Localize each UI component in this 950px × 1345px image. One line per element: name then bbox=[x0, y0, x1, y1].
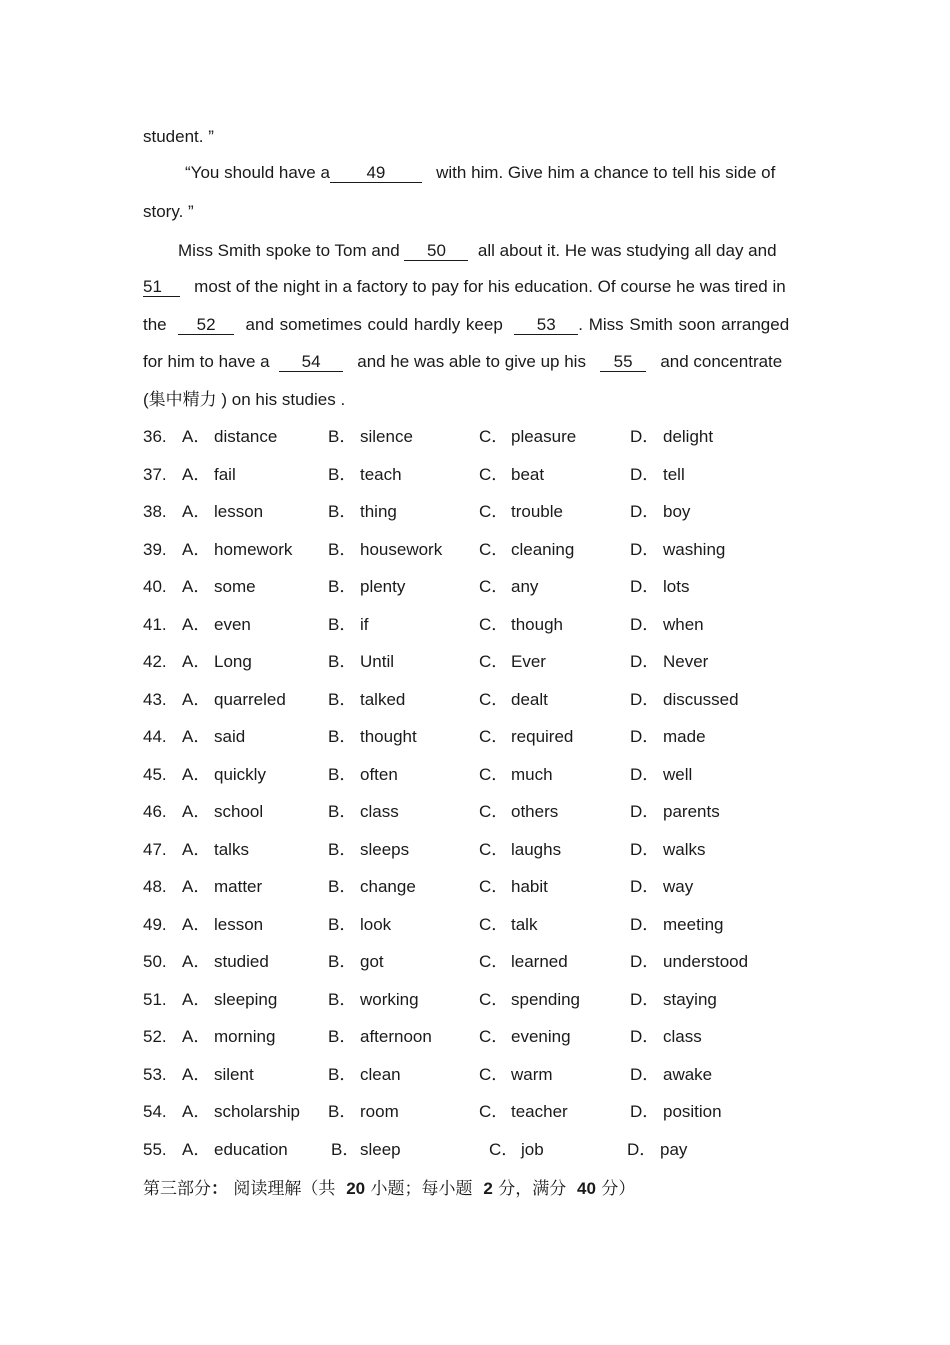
option-a: Long bbox=[214, 652, 252, 671]
option-letter-a: A． bbox=[182, 989, 211, 1009]
option-letter-d: D． bbox=[630, 764, 660, 784]
option-letter-b: B． bbox=[328, 952, 357, 971]
option-b: room bbox=[360, 1102, 399, 1121]
option-letter-a: A． bbox=[182, 1139, 211, 1159]
option-letter-a: A． bbox=[182, 877, 211, 896]
option-letter-d: D． bbox=[630, 539, 660, 559]
option-b: if bbox=[360, 614, 369, 634]
option-c: much bbox=[511, 764, 553, 784]
option-b: thought bbox=[360, 727, 417, 746]
option-letter-a: A． bbox=[182, 727, 211, 746]
question-number: 42. bbox=[143, 652, 167, 671]
option-letter-c: C． bbox=[479, 914, 509, 934]
question-row bbox=[143, 839, 843, 863]
option-b: Until bbox=[360, 652, 395, 671]
option-letter-b: B． bbox=[328, 464, 357, 484]
option-letter-b: B． bbox=[328, 427, 357, 446]
option-a: silent bbox=[214, 1064, 254, 1084]
option-letter-c: C． bbox=[479, 1027, 509, 1046]
question-number: 51. bbox=[143, 989, 167, 1009]
option-letter-a: A． bbox=[182, 689, 211, 709]
option-a: distance bbox=[214, 427, 278, 446]
question-number: 38. bbox=[143, 502, 167, 521]
option-a: morning bbox=[214, 1027, 276, 1046]
option-d: class bbox=[663, 1027, 702, 1046]
option-letter-d: D． bbox=[630, 689, 660, 709]
option-b: got bbox=[360, 952, 384, 971]
option-b: thing bbox=[360, 502, 397, 521]
option-b: sleep bbox=[360, 1139, 401, 1159]
question-row bbox=[143, 426, 843, 450]
option-letter-c: C． bbox=[479, 952, 509, 971]
option-letter-d: D． bbox=[630, 1027, 660, 1046]
blank-50: 50 bbox=[404, 242, 468, 261]
option-b: change bbox=[360, 877, 416, 896]
question-row bbox=[143, 689, 843, 713]
option-b: class bbox=[360, 802, 399, 821]
option-c: habit bbox=[511, 877, 548, 896]
option-b: talked bbox=[360, 689, 406, 709]
option-letter-a: A． bbox=[182, 764, 211, 784]
blank-55: 55 bbox=[600, 353, 646, 372]
option-letter-a: A． bbox=[182, 1102, 211, 1121]
option-letter-d: D． bbox=[630, 614, 660, 634]
option-letter-b: B． bbox=[328, 877, 357, 896]
option-letter-c: C． bbox=[479, 877, 509, 896]
option-b: often bbox=[360, 764, 398, 784]
question-number: 36. bbox=[143, 427, 167, 446]
option-letter-d: D． bbox=[630, 989, 660, 1009]
option-b: plenty bbox=[360, 577, 406, 596]
option-a: scholarship bbox=[214, 1102, 300, 1121]
option-d: made bbox=[663, 727, 706, 746]
question-number: 52. bbox=[143, 1027, 167, 1046]
option-letter-b: B． bbox=[328, 839, 357, 859]
option-a: quarreled bbox=[214, 689, 286, 709]
option-b: housework bbox=[360, 539, 443, 559]
option-letter-a: A． bbox=[182, 1027, 211, 1046]
blank-49: 49 bbox=[330, 164, 422, 183]
option-c: though bbox=[511, 614, 563, 634]
option-a: school bbox=[214, 802, 264, 821]
option-letter-b: B． bbox=[328, 689, 357, 709]
option-letter-a: A． bbox=[182, 502, 211, 521]
option-c: laughs bbox=[511, 839, 562, 859]
question-row bbox=[143, 1139, 843, 1163]
option-letter-a: A． bbox=[182, 914, 211, 934]
option-letter-c: C． bbox=[479, 502, 509, 521]
blank-52: 52 bbox=[178, 316, 234, 335]
option-d: way bbox=[663, 877, 694, 896]
passage-line-4: Miss Smith spoke to Tom and 50 all about it. He was studying all day and bbox=[178, 241, 777, 260]
option-c: spending bbox=[511, 989, 581, 1009]
option-d: well bbox=[663, 764, 693, 784]
option-a: studied bbox=[214, 952, 269, 971]
option-d: when bbox=[663, 614, 704, 634]
option-letter-c: C． bbox=[479, 464, 509, 484]
option-a: education bbox=[214, 1139, 288, 1159]
option-d: position bbox=[663, 1102, 722, 1121]
option-d: tell bbox=[663, 464, 685, 484]
option-letter-a: A． bbox=[182, 652, 211, 671]
question-number: 37. bbox=[143, 464, 167, 484]
passage-line-1: student. ” bbox=[143, 127, 214, 146]
question-row bbox=[143, 1026, 843, 1050]
option-d: walks bbox=[663, 839, 706, 859]
passage-line-7: for him to have a 54 and he was able to give up his 55 and concentrate bbox=[143, 352, 783, 371]
question-row bbox=[143, 576, 843, 600]
option-c: talk bbox=[511, 914, 538, 934]
option-b: silence bbox=[360, 427, 413, 446]
option-letter-a: A． bbox=[182, 839, 211, 859]
option-letter-a: A． bbox=[182, 802, 211, 821]
option-d: meeting bbox=[663, 914, 724, 934]
option-b: working bbox=[360, 989, 419, 1009]
option-a: sleeping bbox=[214, 989, 278, 1009]
option-letter-b: B． bbox=[328, 1064, 357, 1084]
blank-54: 54 bbox=[279, 353, 343, 372]
option-c: learned bbox=[511, 952, 568, 971]
option-letter-c: C． bbox=[489, 1139, 519, 1159]
option-b: look bbox=[360, 914, 392, 934]
option-letter-c: C． bbox=[479, 764, 509, 784]
option-a: even bbox=[214, 614, 251, 634]
option-a: lesson bbox=[214, 914, 264, 934]
option-letter-d: D． bbox=[630, 502, 660, 521]
option-b: afternoon bbox=[360, 1027, 432, 1046]
question-number: 50. bbox=[143, 952, 167, 971]
option-b: sleeps bbox=[360, 839, 410, 859]
option-letter-a: A． bbox=[182, 539, 211, 559]
option-d: awake bbox=[663, 1064, 713, 1084]
option-letter-b: B． bbox=[328, 577, 357, 596]
question-row bbox=[143, 764, 843, 788]
question-number: 53. bbox=[143, 1064, 167, 1084]
option-letter-c: C． bbox=[479, 577, 509, 596]
option-letter-b: B． bbox=[328, 1102, 357, 1121]
option-b: teach bbox=[360, 464, 402, 484]
question-number: 39. bbox=[143, 539, 167, 559]
option-letter-a: A． bbox=[182, 614, 211, 634]
option-c: job bbox=[521, 1139, 544, 1159]
question-row bbox=[143, 876, 843, 900]
question-row bbox=[143, 539, 843, 563]
option-c: teacher bbox=[511, 1102, 568, 1121]
question-number: 49. bbox=[143, 914, 167, 934]
passage-line-6: the 52 and sometimes could hardly keep 53 . Miss Smith soon arranged bbox=[143, 315, 790, 334]
option-letter-c: C． bbox=[479, 614, 509, 634]
option-letter-c: C． bbox=[479, 727, 509, 746]
option-a: fail bbox=[214, 464, 236, 484]
option-c: dealt bbox=[511, 689, 548, 709]
option-d: Never bbox=[663, 652, 709, 671]
option-letter-b: B． bbox=[328, 989, 357, 1009]
option-a: said bbox=[214, 727, 246, 746]
option-letter-b: B． bbox=[331, 1139, 360, 1159]
option-letter-b: B． bbox=[328, 914, 357, 934]
question-number: 41. bbox=[143, 614, 167, 634]
question-number: 47. bbox=[143, 839, 167, 859]
question-row bbox=[143, 951, 843, 975]
question-row bbox=[143, 614, 843, 638]
question-row bbox=[143, 501, 843, 525]
option-letter-d: D． bbox=[630, 1064, 660, 1084]
question-number: 45. bbox=[143, 764, 167, 784]
option-letter-c: C． bbox=[479, 1064, 509, 1084]
option-a: some bbox=[214, 577, 256, 596]
option-letter-d: D． bbox=[630, 652, 660, 671]
blank-53: 53 bbox=[514, 316, 578, 335]
question-number: 40. bbox=[143, 577, 167, 596]
option-d: staying bbox=[663, 989, 717, 1009]
question-number: 55. bbox=[143, 1139, 167, 1159]
option-a: talks bbox=[214, 839, 249, 859]
option-letter-b: B． bbox=[328, 614, 357, 634]
option-c: any bbox=[511, 577, 539, 596]
option-c: required bbox=[511, 727, 574, 746]
option-letter-a: A． bbox=[182, 952, 211, 971]
option-letter-d: D． bbox=[630, 464, 660, 484]
option-a: matter bbox=[214, 877, 263, 896]
option-c: beat bbox=[511, 464, 545, 484]
option-b: clean bbox=[360, 1064, 401, 1084]
question-row bbox=[143, 914, 843, 938]
option-letter-a: A． bbox=[182, 427, 211, 446]
option-d: washing bbox=[663, 539, 726, 559]
option-letter-c: C． bbox=[479, 689, 509, 709]
option-letter-d: D． bbox=[630, 877, 660, 896]
question-row bbox=[143, 801, 843, 825]
option-d: understood bbox=[663, 952, 749, 971]
option-letter-c: C． bbox=[479, 839, 509, 859]
question-row bbox=[143, 989, 843, 1013]
option-letter-c: C． bbox=[479, 652, 509, 671]
option-c: trouble bbox=[511, 502, 563, 521]
option-letter-a: A． bbox=[182, 577, 211, 596]
option-c: cleaning bbox=[511, 539, 575, 559]
question-number: 54. bbox=[143, 1102, 167, 1121]
option-d: parents bbox=[663, 802, 720, 821]
option-letter-b: B． bbox=[328, 652, 357, 671]
option-letter-d: D． bbox=[630, 1102, 660, 1121]
passage-line-8: (集中精力 ) on his studies . bbox=[143, 390, 346, 409]
option-letter-d: D． bbox=[630, 577, 660, 596]
option-letter-b: B． bbox=[328, 1027, 357, 1046]
option-letter-c: C． bbox=[479, 427, 509, 446]
option-letter-d: D． bbox=[630, 914, 660, 934]
passage-line-2: “You should have a 49 with him. Give him a chance to tell his side of bbox=[185, 163, 776, 182]
blank-51: 51 bbox=[143, 278, 180, 297]
option-letter-d: D． bbox=[627, 1139, 657, 1159]
option-letter-c: C． bbox=[479, 1102, 509, 1121]
option-letter-b: B． bbox=[328, 539, 357, 559]
option-letter-d: D． bbox=[630, 839, 660, 859]
option-a: quickly bbox=[214, 764, 266, 784]
option-letter-d: D． bbox=[630, 727, 660, 746]
option-d: lots bbox=[663, 577, 690, 596]
question-number: 44. bbox=[143, 727, 167, 746]
option-a: homework bbox=[214, 539, 293, 559]
option-letter-b: B． bbox=[328, 502, 357, 521]
option-letter-c: C． bbox=[479, 989, 509, 1009]
question-row bbox=[143, 726, 843, 750]
option-letter-b: B． bbox=[328, 802, 357, 821]
section-heading: 第三部分： 阅读理解（共 20 小题；每小题 2 分，满分 40 分） bbox=[143, 1179, 636, 1199]
option-letter-d: D． bbox=[630, 952, 660, 971]
question-row bbox=[143, 1064, 843, 1088]
option-c: warm bbox=[511, 1064, 553, 1084]
option-letter-b: B． bbox=[328, 764, 357, 784]
option-letter-a: A． bbox=[182, 464, 211, 484]
passage-line-5: 51 most of the night in a factory to pay for his education. Of course he was tired in bbox=[143, 277, 786, 296]
option-c: others bbox=[511, 802, 559, 821]
option-letter-d: D． bbox=[630, 802, 660, 821]
question-row bbox=[143, 464, 843, 488]
question-number: 43. bbox=[143, 689, 167, 709]
question-number: 48. bbox=[143, 877, 167, 896]
option-a: lesson bbox=[214, 502, 264, 521]
option-letter-c: C． bbox=[479, 802, 509, 821]
option-d: delight bbox=[663, 427, 714, 446]
option-c: Ever bbox=[511, 652, 546, 671]
option-letter-c: C． bbox=[479, 539, 509, 559]
option-letter-a: A． bbox=[182, 1064, 211, 1084]
option-letter-d: D． bbox=[630, 427, 660, 446]
question-number: 46. bbox=[143, 802, 167, 821]
question-row bbox=[143, 651, 843, 675]
option-d: discussed bbox=[663, 689, 739, 709]
option-c: evening bbox=[511, 1027, 571, 1046]
option-d: pay bbox=[660, 1139, 688, 1159]
passage-line-3: story. ” bbox=[143, 202, 194, 221]
option-c: pleasure bbox=[511, 427, 577, 446]
option-d: boy bbox=[663, 502, 691, 521]
option-letter-b: B． bbox=[328, 727, 357, 746]
question-row bbox=[143, 1101, 843, 1125]
